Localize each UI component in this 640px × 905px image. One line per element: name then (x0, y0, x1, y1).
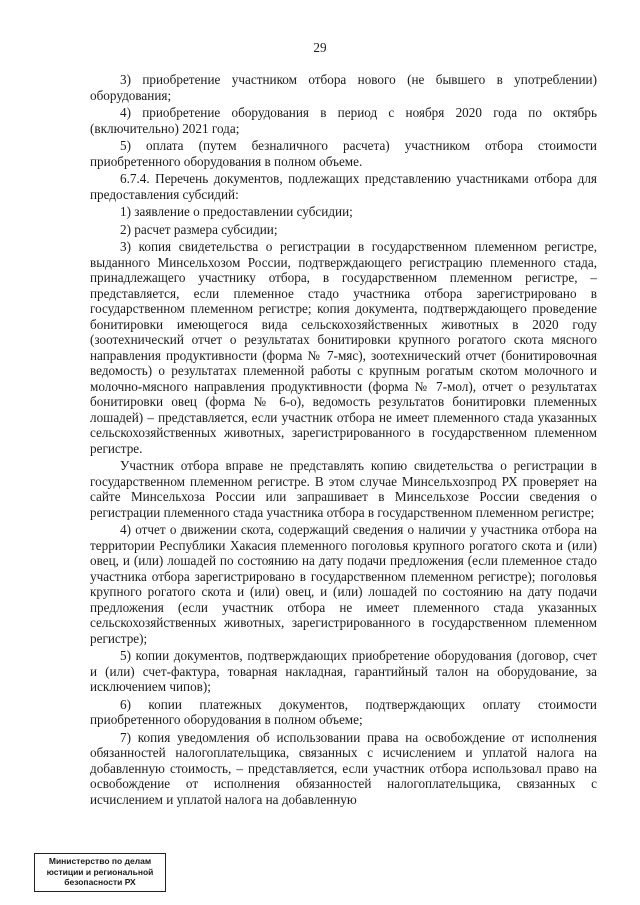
paragraph: 7) копия уведомления об использовании права на освобождение от исполнения обязанностей налогоплательщика, связанных с исчислением и уплатой налога на добавленную стоимость, – представляется, если участник отбора использовал право на освобождение от исполнения обязанностей налогоплательщика, связанных с исчислением и уплатой налога на добавленную (90, 729, 597, 807)
stamp-line: Министерство по делам (48, 856, 152, 866)
paragraph: 4) отчет о движении скота, содержащий сведения о наличии у участника отбора на территории Республики Хакасия племенного поголовья крупного рогатого скота и (или) овец, и (или) лошадей по состоянию на дату подачи предложения (если племенное стадо участника отбора зарегистрировано в государственном племенном регистре); поголовья крупного рогатого скота и (или) овец, и (или) лошадей по состоянию на дату подачи предложения (если участник отбора не имеет племенного стада указанных сельскохозяйственных животных, зарегистрированного в государственном племенном регистре); (90, 522, 597, 646)
paragraph: 3) приобретение участником отбора нового (не бывшего в употреблении) оборудования; (90, 72, 597, 103)
paragraph: 3) копия свидетельства о регистрации в государственном племенном регистре, выданного Минсельхозом России, подтверждающего регистрацию племенного стада, принадлежащего участнику отбора, в государственном племенном регистре, – представляется, если племенное стадо участника отбора зарегистрировано в государственном племенном регистре; копия документа, подтверждающего проведение бонитировки имеющегося вида сельскохозяйственных животных в 2020 году (зоотехнический отчет о результатах бонитировки крупного рогатого скота мясного направления продуктивности (форма № 7-мяс), зоотехнический отчет (бонитировочная ведомость) о результатах племенной работы с крупным рогатым скотом молочного и молочно-мясного направления продуктивности (форма № 7-мол), отчет о результатах бонитировки овец (форма № 6-о), ведомость результатов бонитировки племенных лошадей) – представляется, если участник отбора не имеет племенного стада указанных сельскохозяйственных животных, зарегистрированного в государственном племенном регистре. (90, 239, 597, 456)
ministry-stamp (34, 853, 166, 892)
paragraph: 6.7.4. Перечень документов, подлежащих представлению участниками отбора для предоставления субсидий: (90, 171, 597, 202)
paragraph: 6) копии платежных документов, подтверждающих оплату стоимости приобретенного оборудования в полном объеме; (90, 696, 597, 727)
body-text (90, 72, 597, 809)
stamp-line: юстиции и региональной (46, 866, 154, 877)
paragraph: 5) копии документов, подтверждающих приобретение оборудования (договор, счет и (или) счет-фактура, товарная накладная, гарантийный талон на оборудование, за исключением чипов); (90, 648, 597, 694)
paragraph: Участник отбора вправе не представлять копию свидетельства о регистрации в государственном племенном регистре. В этом случае Минсельхозпрод РХ проверяет на сайте Минсельхоза России или запрашивает в Минсельхозе России сведения о регистрации племенного стада участника отбора в государственном племенном регистре; (90, 458, 597, 520)
paragraph: 1) заявление о предоставлении субсидии; (120, 204, 353, 219)
stamp-line: безопасности РХ (64, 877, 136, 887)
paragraph: 5) оплата (путем безналичного расчета) участником отбора стоимости приобретенного оборудования в полном объеме. (90, 138, 597, 169)
paragraph: 4) приобретение оборудования в период с ноября 2020 года по октябрь (включительно) 2021 года; (90, 105, 597, 136)
paragraph: 2) расчет размера субсидии; (120, 221, 278, 237)
page-number: 29 (313, 40, 327, 55)
